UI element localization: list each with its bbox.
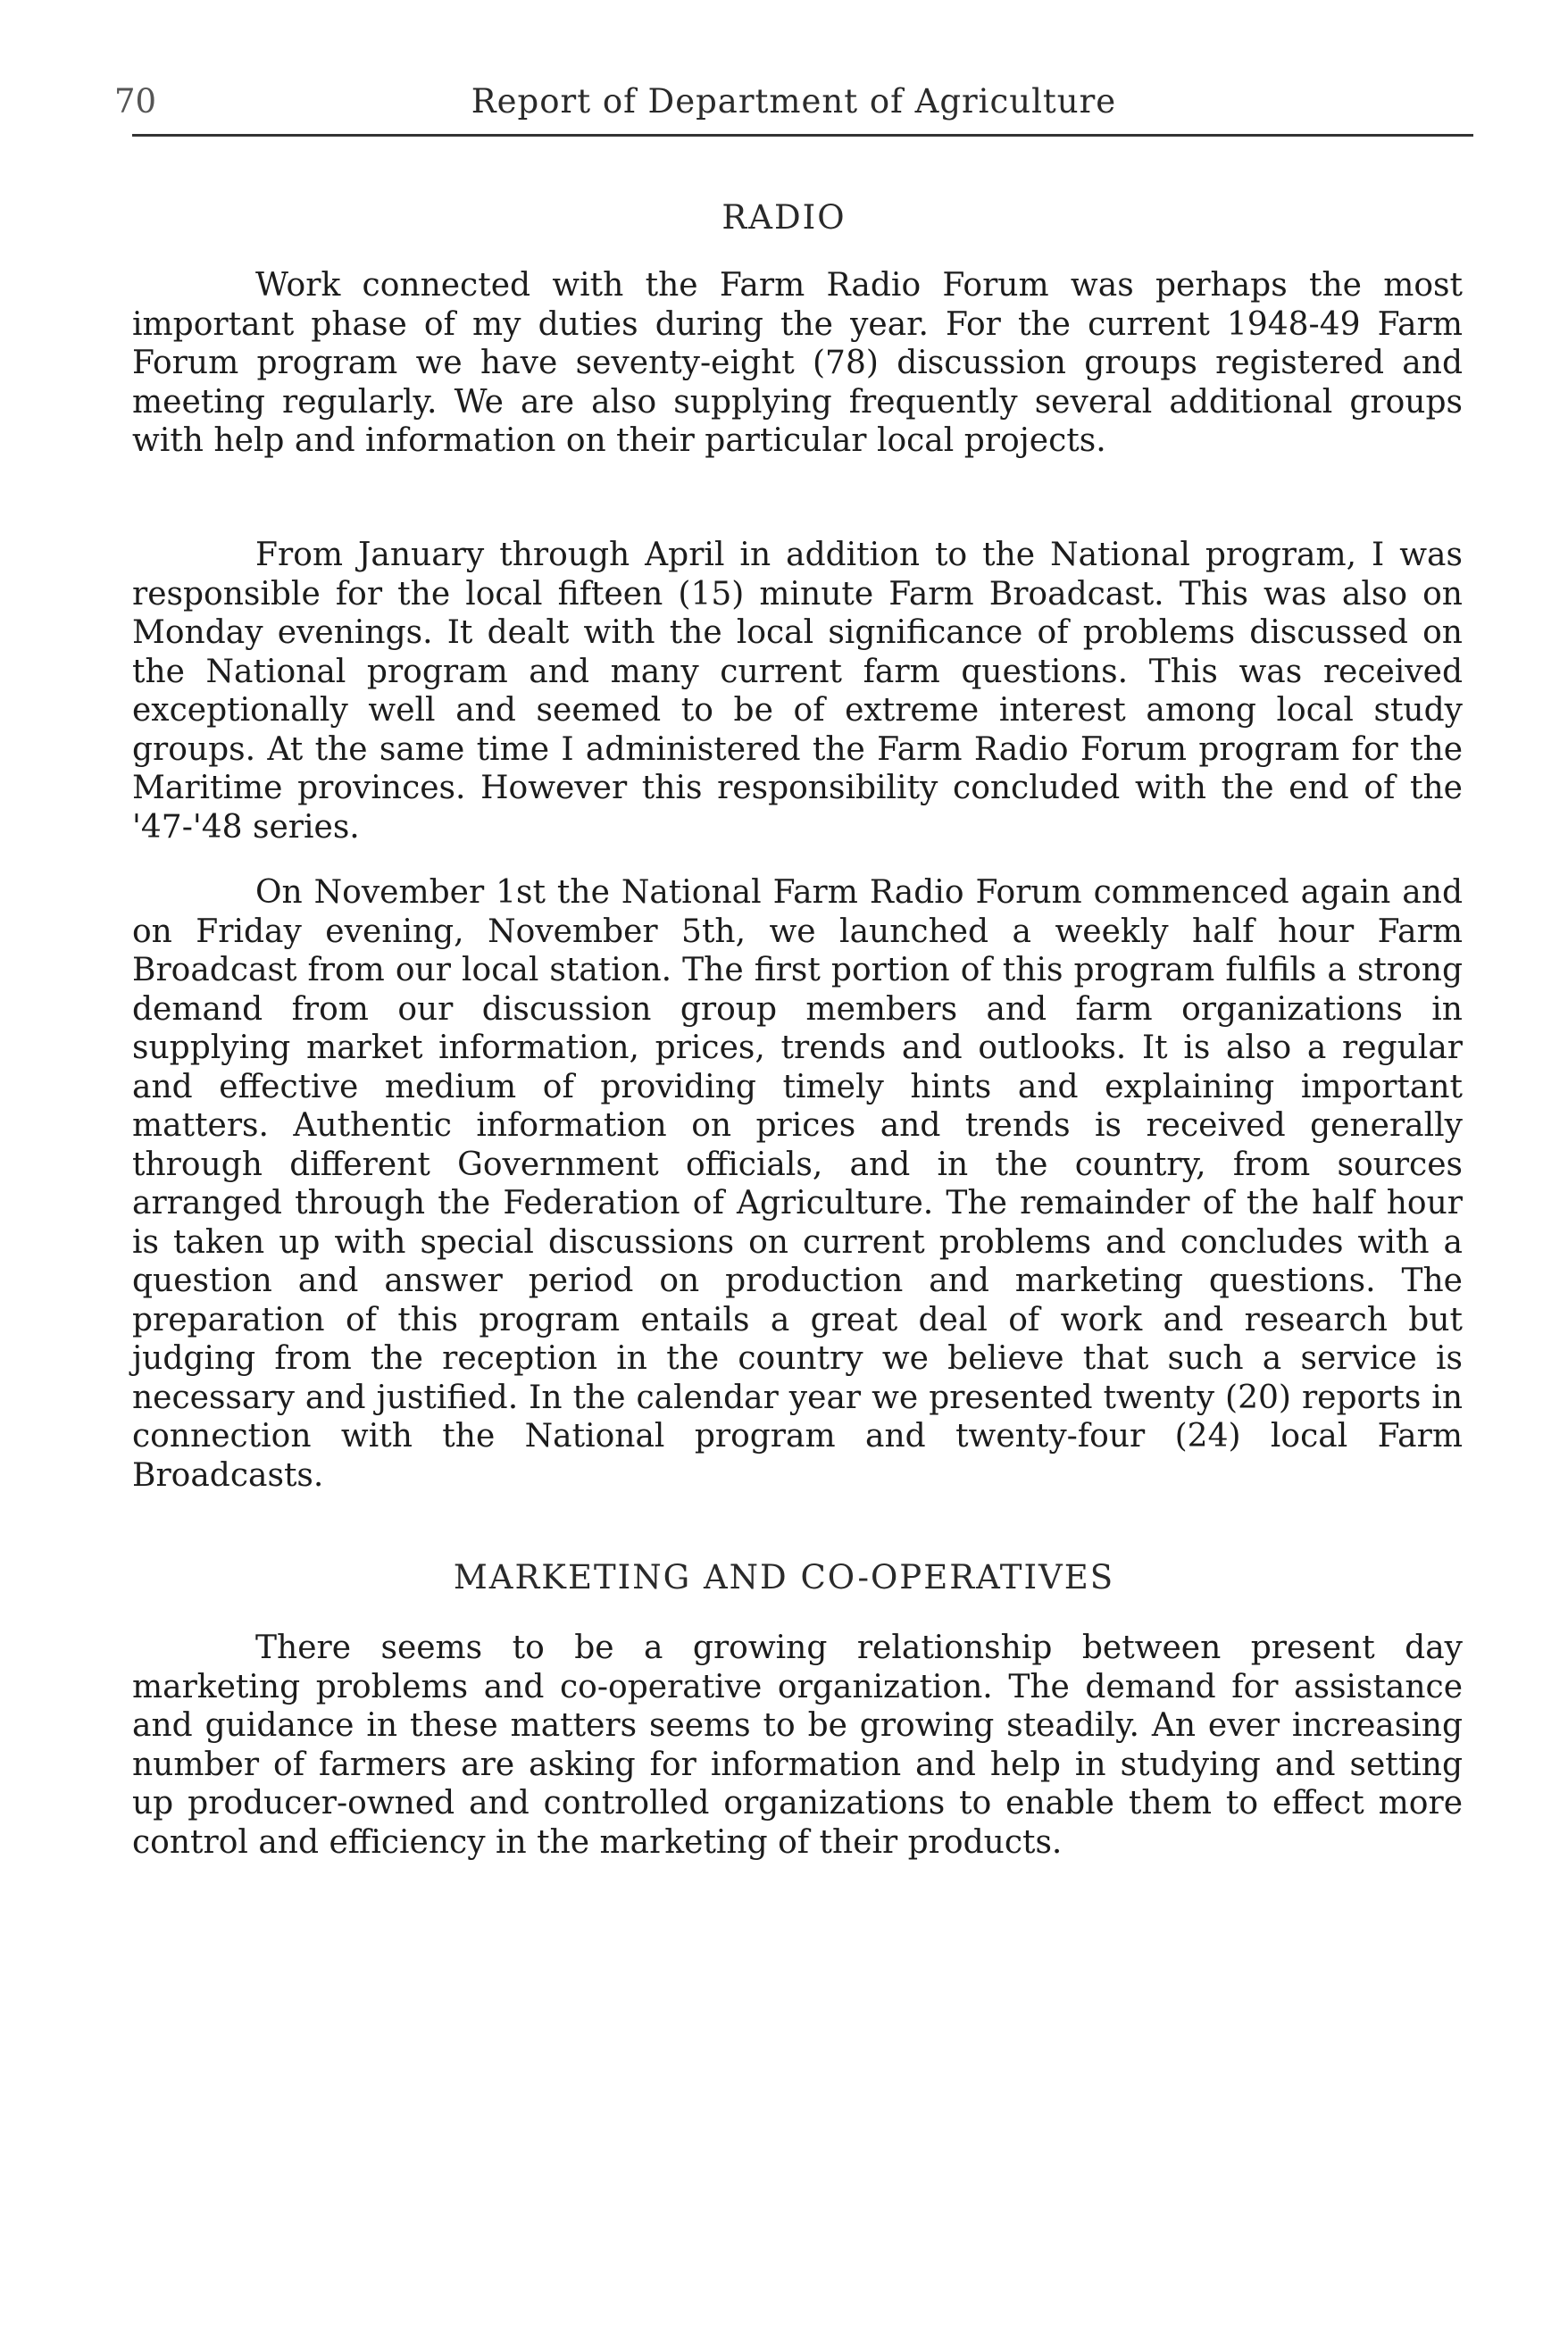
section-heading-radio: RADIO — [721, 198, 847, 237]
paragraph-radio-2: From January through April in addition to the National program, I was responsible for the local fifteen (15) minute Farm Broadcast. This was also on Monday evenings. It dealt with the local significance of problems discussed on the National program and many current farm questions. This was received exceptionally well and seemed to be of extreme interest among local study groups. At the same time I administered the Farm Radio Forum program for the Maritime provinces. However this responsibility concluded with the end of the '47-'48 series. — [132, 537, 1463, 846]
paragraph-radio-3: On November 1st the National Farm Radio Forum commenced again and on Friday evening, November 5th, we launched a weekly half hour Farm Broadcast from our local station. The first portion of this program fulfils a strong demand from our discussion group members and farm organizations in supplying market information, prices, trends and outlooks. It is also a regular and effective medium of providing timely hints and explaining important matters. Authentic information on prices and trends is received generally through different Government officials, and in the country, from sources arranged through the Federation of Agriculture. The remainder of the half hour is taken up with special discussions on current problems and concludes with a question and answer period on production and marketing questions. The preparation of this program entails a great deal of work and research but judging from the reception in the country we believe that such a service is necessary and justified. In the calendar year we presented twenty (20) reports in connection with the National program and twenty-four (24) local Farm Broadcasts. — [132, 874, 1463, 1494]
page-number: 70 — [114, 82, 157, 121]
paragraph-marketing-1: There seems to be a growing relationship between present day marketing problems and co-operative organization. The demand for assistance and guidance in these matters seems to be growing steadily. An ever increasing number of farmers are asking for information and help in studying and setting up producer-owned and controlled organizations to enable them to effect more control and efficiency in the marketing of their products. — [132, 1630, 1463, 1861]
header-rule — [132, 134, 1473, 137]
page-header — [114, 82, 1473, 136]
running-title: Report of Department of Agriculture — [471, 82, 1117, 121]
section-heading-marketing: MARKETING AND CO-OPERATIVES — [453, 1558, 1115, 1597]
paragraph-radio-1: Work connected with the Farm Radio Forum was perhaps the most important phase of my duties during the year. For the current 1948-49 Farm Forum program we have seventy-eight (78) discussion groups registered and meeting regularly. We are also supplying frequently several additional groups with help and information on their particular local projects. — [132, 267, 1463, 459]
